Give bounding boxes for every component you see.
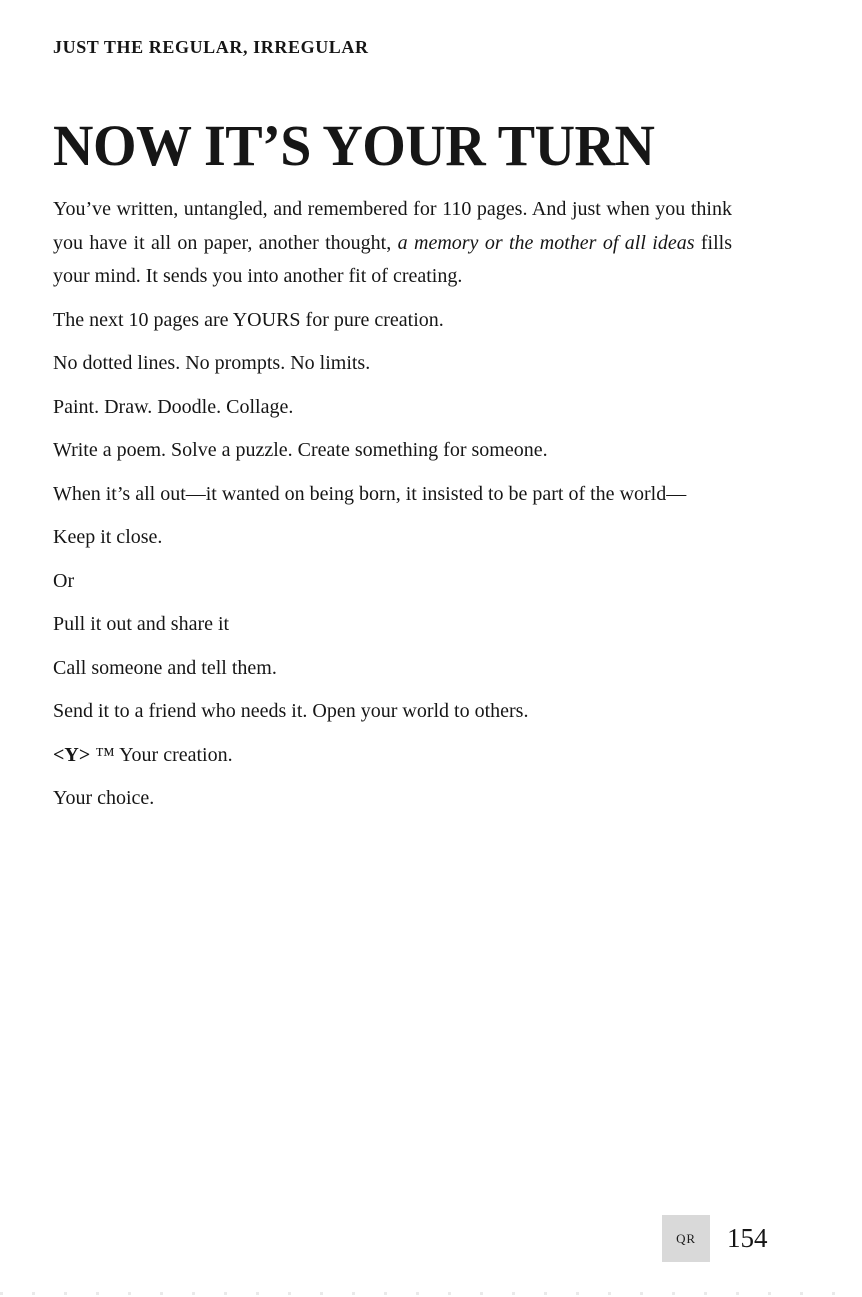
text-run: ™ Your creation.: [90, 743, 233, 766]
text-run: Call someone and tell them.: [53, 656, 277, 679]
paragraph: [53, 739, 732, 773]
text-run: When it’s all out—it wanted on being born, it insisted to be part of the world—: [53, 482, 687, 505]
paragraph: [53, 478, 732, 512]
paragraph: [53, 434, 732, 468]
text-run: Paint. Draw. Doodle. Collage.: [53, 395, 294, 418]
page-title: NOW IT’S YOUR TURN: [53, 113, 655, 179]
text-run: Send it to a friend who needs it. Open your world to others.: [53, 700, 529, 722]
page-footer: [662, 1215, 768, 1262]
text-run: Or: [53, 569, 75, 592]
paragraph: [53, 304, 732, 338]
paragraph: [53, 521, 732, 555]
paragraph: [53, 565, 732, 599]
paragraph: [53, 391, 732, 425]
paragraph: [53, 652, 732, 686]
chapter-kicker: JUST THE REGULAR, IRREGULAR: [53, 37, 369, 57]
page-number: 154: [727, 1223, 768, 1253]
text-run: The next 10 pages are YOURS for pure creation.: [53, 308, 444, 331]
paragraph: [53, 608, 732, 642]
text-run: fills your mind. It sends you into another fit of creating.: [53, 231, 732, 287]
page-content: [53, 36, 732, 826]
text-run: You’ve written, untangled, and remembered for 110 pages. And just when you think you have it all on paper, another thought,: [53, 198, 732, 254]
text-run: Pull it out and share it: [53, 613, 230, 635]
qr-badge[interactable]: QR: [662, 1215, 710, 1262]
text-run: <Y>: [53, 743, 91, 766]
paragraph: [53, 695, 732, 729]
text-run: a memory or the mother of all ideas: [397, 231, 695, 254]
paragraph: [53, 193, 732, 294]
text-run: Keep it close.: [53, 526, 163, 548]
text-run: Your choice.: [53, 787, 155, 809]
text-run: No dotted lines. No prompts. No limits.: [53, 352, 371, 374]
paragraph: [53, 782, 732, 816]
paragraph: [53, 347, 732, 381]
text-run: Write a poem. Solve a puzzle. Create something for someone.: [53, 439, 548, 461]
next-page-dotted-line: [0, 1292, 862, 1295]
body-paragraphs: [53, 193, 732, 816]
